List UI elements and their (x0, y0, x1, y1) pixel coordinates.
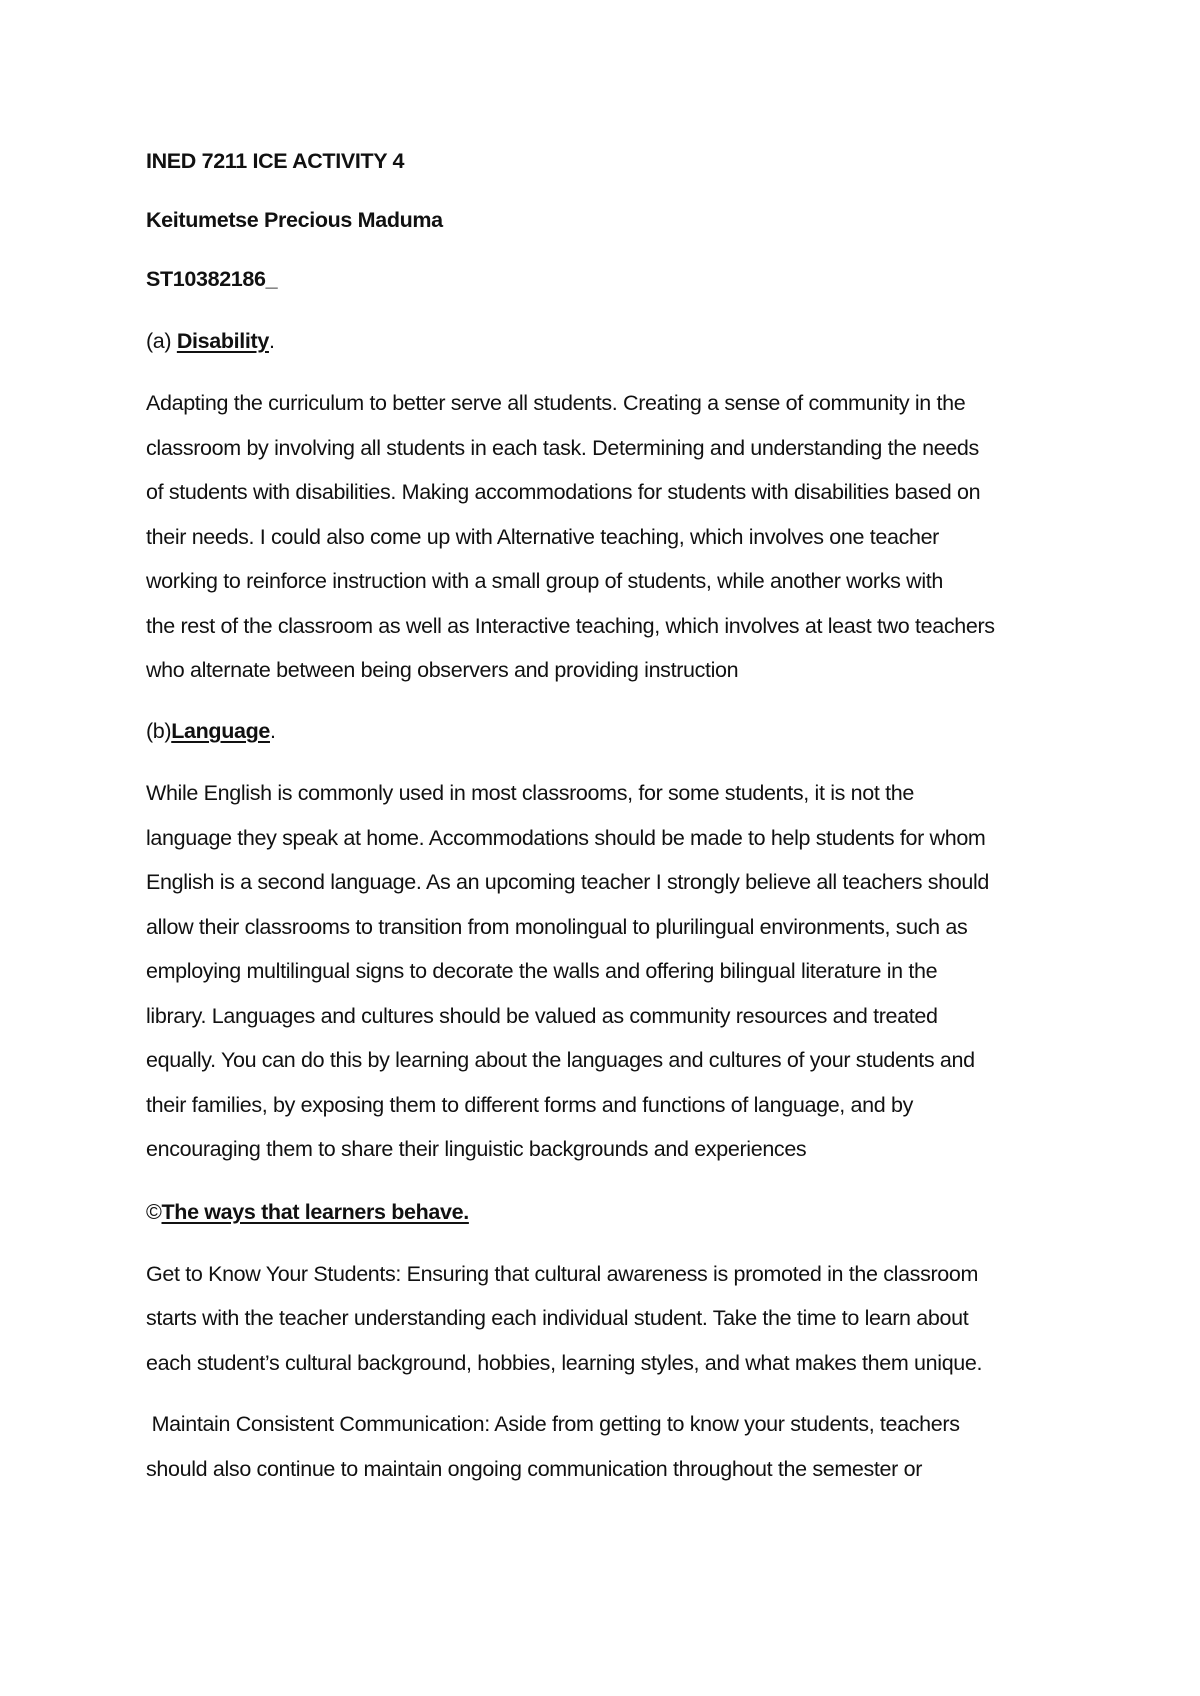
paragraph-line: Maintain Consistent Communication: Aside from getting to know your students, teachers (146, 1412, 960, 1436)
section-c-title: The ways that learners behave. (161, 1200, 469, 1224)
document-page (146, 0, 1086, 1696)
paragraph-line: English is a second language. As an upcoming teacher I strongly believe all teachers should (146, 870, 990, 894)
course-title: INED 7211 ICE ACTIVITY 4 (146, 149, 405, 173)
paragraph-line: who alternate between being observers and providing instruction (146, 658, 739, 682)
paragraph-line: starts with the teacher understanding each individual student. Take the time to learn about (146, 1306, 969, 1330)
section-b-suffix: . (269, 719, 276, 743)
section-a-suffix: . (268, 329, 275, 353)
paragraph-line: each student’s cultural background, hobbies, learning styles, and what makes them unique. (146, 1351, 983, 1375)
student-number: ST10382186_ (146, 267, 278, 291)
section-a-heading (146, 327, 275, 355)
paragraph-line: classroom by involving all students in each task. Determining and understanding the needs (146, 436, 979, 460)
section-a-prefix: (a) (146, 329, 177, 353)
paragraph-line: equally. You can do this by learning about the languages and cultures of your students and (146, 1048, 975, 1072)
section-b-heading (146, 717, 276, 745)
paragraph-line: their needs. I could also come up with Alternative teaching, which involves one teacher (146, 525, 939, 549)
paragraph-line: employing multilingual signs to decorate the walls and offering bilingual literature in the (146, 959, 938, 983)
section-c-prefix: © (146, 1200, 162, 1224)
section-b-title: Language (171, 719, 270, 743)
paragraph-line: encouraging them to share their linguistic backgrounds and experiences (146, 1137, 807, 1161)
paragraph-line: allow their classrooms to transition from monolingual to plurilingual environments, such as (146, 915, 968, 939)
paragraph-line: of students with disabilities. Making accommodations for students with disabilities based on (146, 480, 981, 504)
section-b-prefix: (b) (146, 719, 172, 743)
paragraph-line: language they speak at home. Accommodations should be made to help students for whom (146, 826, 986, 850)
paragraph-line: working to reinforce instruction with a small group of students, while another works with (146, 569, 943, 593)
paragraph-line: Get to Know Your Students: Ensuring that cultural awareness is promoted in the classroom (146, 1262, 979, 1286)
paragraph-line: their families, by exposing them to different forms and functions of language, and by (146, 1093, 914, 1117)
paragraph-line: the rest of the classroom as well as Interactive teaching, which involves at least two teachers (146, 614, 995, 638)
paragraph-line: should also continue to maintain ongoing communication throughout the semester or (146, 1457, 923, 1481)
paragraph-line: While English is commonly used in most classrooms, for some students, it is not the (146, 781, 914, 805)
student-name: Keitumetse Precious Maduma (146, 208, 443, 232)
paragraph-line: Adapting the curriculum to better serve all students. Creating a sense of community in the (146, 391, 966, 415)
paragraph-line: library. Languages and cultures should be valued as community resources and treated (146, 1004, 938, 1028)
section-c-heading (146, 1198, 469, 1226)
section-a-title: Disability (176, 329, 269, 353)
